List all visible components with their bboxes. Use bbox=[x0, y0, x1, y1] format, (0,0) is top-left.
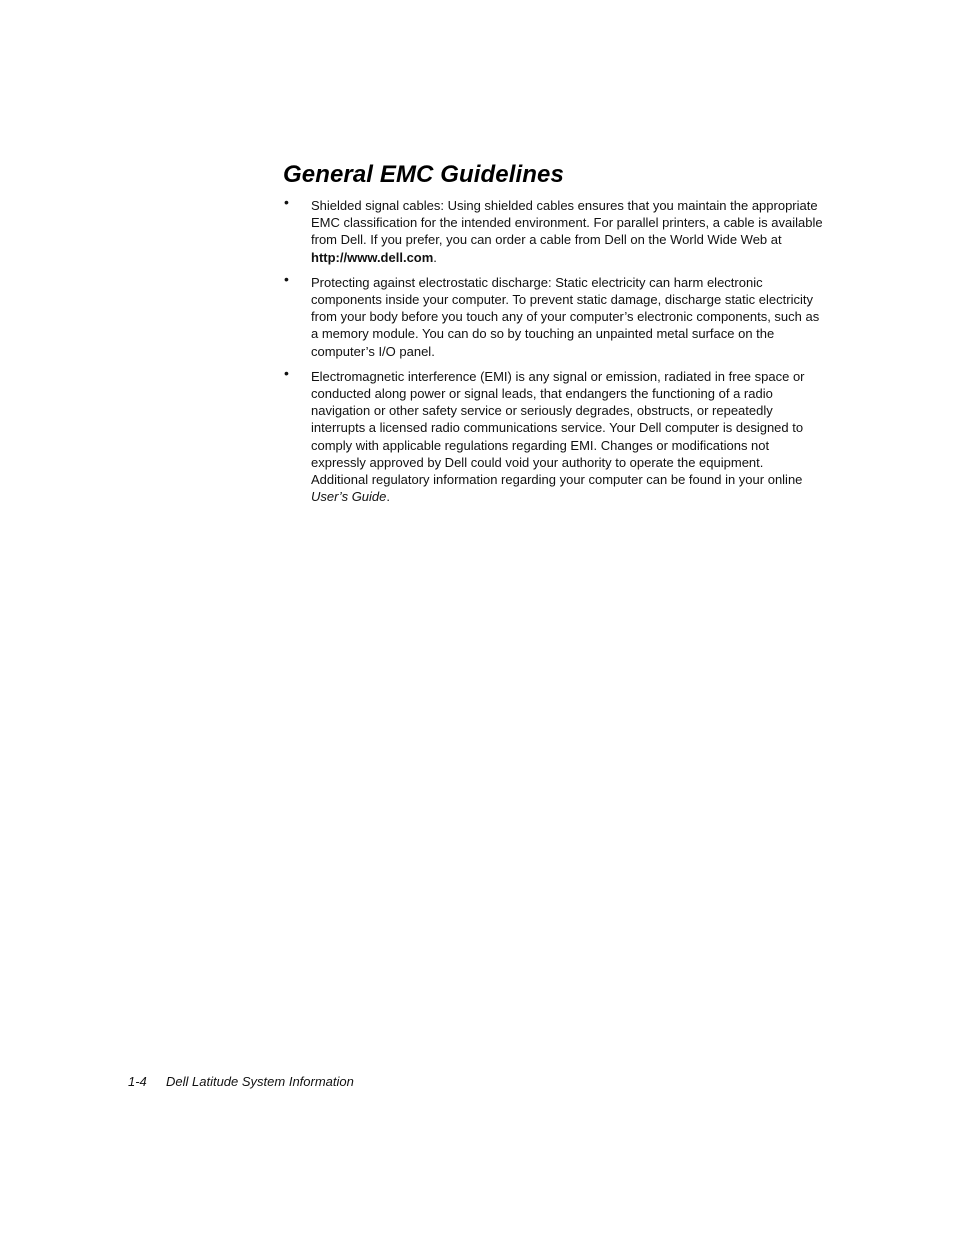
list-item-electrostatic-discharge bbox=[283, 270, 823, 360]
dell-website-link[interactable]: http://www.dell.com bbox=[311, 249, 434, 265]
document-title: Dell Latitude System Information bbox=[166, 1074, 354, 1089]
list-item-emi bbox=[283, 364, 823, 506]
bullet-icon: • bbox=[284, 270, 289, 287]
list-item-text: Shielded signal cables: Using shielded cables ensures that you maintain the appropriate EMC classification for the intended environment. For parallel printers, a cable is available from Dell. If you prefer, you can order a cable from Dell on the World Wide Web at http://www.dell.com. bbox=[311, 198, 823, 265]
list-item-text: Protecting against electrostatic discharge: Static electricity can harm electronic components inside your computer. To prevent static damage, discharge static electricity from your body before you touch any of your computer’s electronic components, such as a memory module. You can do so by touching an unpainted metal surface on the computer’s I/O panel. bbox=[311, 274, 820, 359]
users-guide-reference: User’s Guide bbox=[311, 489, 387, 505]
list-item-shielded-cables bbox=[283, 194, 823, 266]
page-footer bbox=[128, 1073, 354, 1091]
bullet-icon: • bbox=[284, 194, 289, 210]
bullet-icon: • bbox=[284, 364, 289, 381]
list-item-text: Electromagnetic interference (EMI) is any signal or emission, radiated in free space or conducted along power or signal leads, that endangers the functioning of a radio navigation or other safety service or seriously degrades, obstructs, or repeatedly interrupts a licensed radio communications service. Your Dell computer is designed to comply with applicable regulations regarding EMI. Changes or modifications not expressly approved by Dell could void your authority to operate the equipment. Additional regulatory information regarding your computer can be found in your online User’s Guide. bbox=[311, 368, 805, 505]
guidelines-list bbox=[283, 194, 823, 513]
page-title: General EMC Guidelines bbox=[283, 161, 564, 188]
page-number: 1-4 bbox=[128, 1074, 147, 1089]
